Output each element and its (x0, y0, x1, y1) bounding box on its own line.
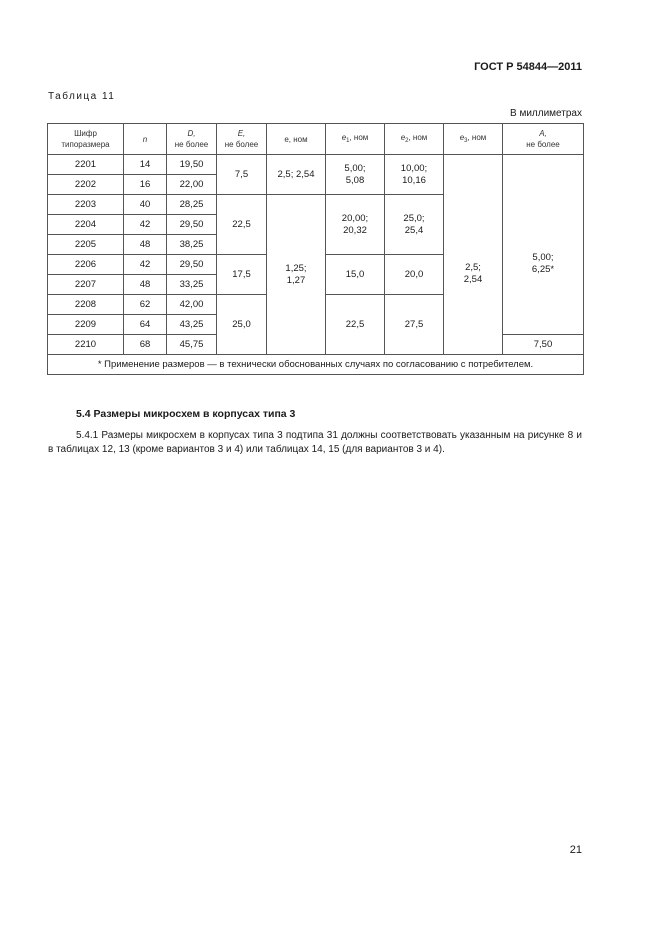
cell-n: 40 (124, 195, 167, 215)
cell-D: 19,50 (167, 155, 217, 175)
cell-A-merged: 5,00; 6,25* (503, 195, 584, 335)
section-heading: 5.4 Размеры микросхем в корпусах типа 3 (76, 408, 296, 420)
table-header-row (48, 124, 584, 155)
cell-A: 7,50 (503, 335, 584, 355)
cell-D: 28,25 (167, 195, 217, 215)
page-number: 21 (569, 844, 582, 856)
header-e1: $e_1$, ном (326, 124, 385, 155)
cell-cipher: 2204 (48, 215, 124, 235)
header-cipher: Шифр типоразмера (48, 124, 124, 155)
table-row (48, 155, 584, 175)
cell-E-merged: 25,0 (217, 295, 267, 355)
cell-e1-merged: 15,0 (326, 255, 385, 295)
header-e2: $e_2$, ном (385, 124, 444, 155)
cell-e1-merged: 20,00; 20,32 (326, 195, 385, 255)
header-e3: $e_3$, ном (444, 124, 503, 155)
cell-D: 42,00 (167, 295, 217, 315)
cell-cipher: 2208 (48, 295, 124, 315)
cell-D: 38,25 (167, 235, 217, 255)
header-A: A, не более (503, 124, 584, 155)
cell-D: 45,75 (167, 335, 217, 355)
cell-n: 16 (124, 175, 167, 195)
table-caption: Таблица 11 (48, 91, 116, 102)
cell-n: 42 (124, 255, 167, 275)
cell-n: 42 (124, 215, 167, 235)
cell-n: 68 (124, 335, 167, 355)
cell-D: 43,25 (167, 315, 217, 335)
cell-e1-merged: 22,5 (326, 295, 385, 355)
cell-e2-merged: 10,00; 10,16 (385, 155, 444, 195)
cell-e2-merged: 27,5 (385, 295, 444, 355)
cell-cipher: 2201 (48, 155, 124, 175)
table-row (48, 195, 584, 215)
cell-cipher: 2206 (48, 255, 124, 275)
cell-n: 62 (124, 295, 167, 315)
cell-n: 14 (124, 155, 167, 175)
cell-E-merged: 7,5 (217, 155, 267, 195)
cell-cipher: 2209 (48, 315, 124, 335)
cell-E-merged: 17,5 (217, 255, 267, 295)
cell-n: 48 (124, 235, 167, 255)
cell-e1-merged: 5,00; 5,08 (326, 155, 385, 195)
header-E: E, не более (217, 124, 267, 155)
cell-D: 33,25 (167, 275, 217, 295)
cell-e2-merged: 25,0; 25,4 (385, 195, 444, 255)
cell-e3-blank (444, 155, 503, 195)
cell-e-merged: 1,25; 1,27 (267, 195, 326, 355)
cell-D: 29,50 (167, 255, 217, 275)
cell-e3-merged: 2,5; 2,54 (444, 195, 503, 355)
cell-D: 29,50 (167, 215, 217, 235)
cell-cipher: 2203 (48, 195, 124, 215)
cell-cipher: 2210 (48, 335, 124, 355)
cell-A-blank (503, 155, 584, 195)
header-e: e, ном (267, 124, 326, 155)
cell-cipher: 2205 (48, 235, 124, 255)
document-code: ГОСТ Р 54844—2011 (474, 61, 582, 73)
table-units: В миллиметрах (510, 108, 582, 119)
header-n: n (124, 124, 167, 155)
cell-e2-merged: 20,0 (385, 255, 444, 295)
cell-D: 22,00 (167, 175, 217, 195)
cell-E-merged: 22,5 (217, 195, 267, 255)
dimensions-table (47, 123, 584, 375)
cell-n: 64 (124, 315, 167, 335)
cell-n: 48 (124, 275, 167, 295)
table-footnote: * Применение размеров — в технически обоснованных случаях по согласованию с потребителем. (48, 355, 584, 375)
cell-cipher: 2207 (48, 275, 124, 295)
table-footnote-row (48, 355, 584, 375)
cell-cipher: 2202 (48, 175, 124, 195)
header-D: D, не более (167, 124, 217, 155)
cell-e-merged: 2,5; 2,54 (267, 155, 326, 195)
section-paragraph: 5.4.1 Размеры микросхем в корпусах типа 3 подтипа 31 должны соответствовать указанным на рисунке 8 и в таблицах 12, 13 (кроме вариантов 3 и 4) или таблицах 14, 15 (для вариантов 3 и 4). (48, 430, 582, 455)
